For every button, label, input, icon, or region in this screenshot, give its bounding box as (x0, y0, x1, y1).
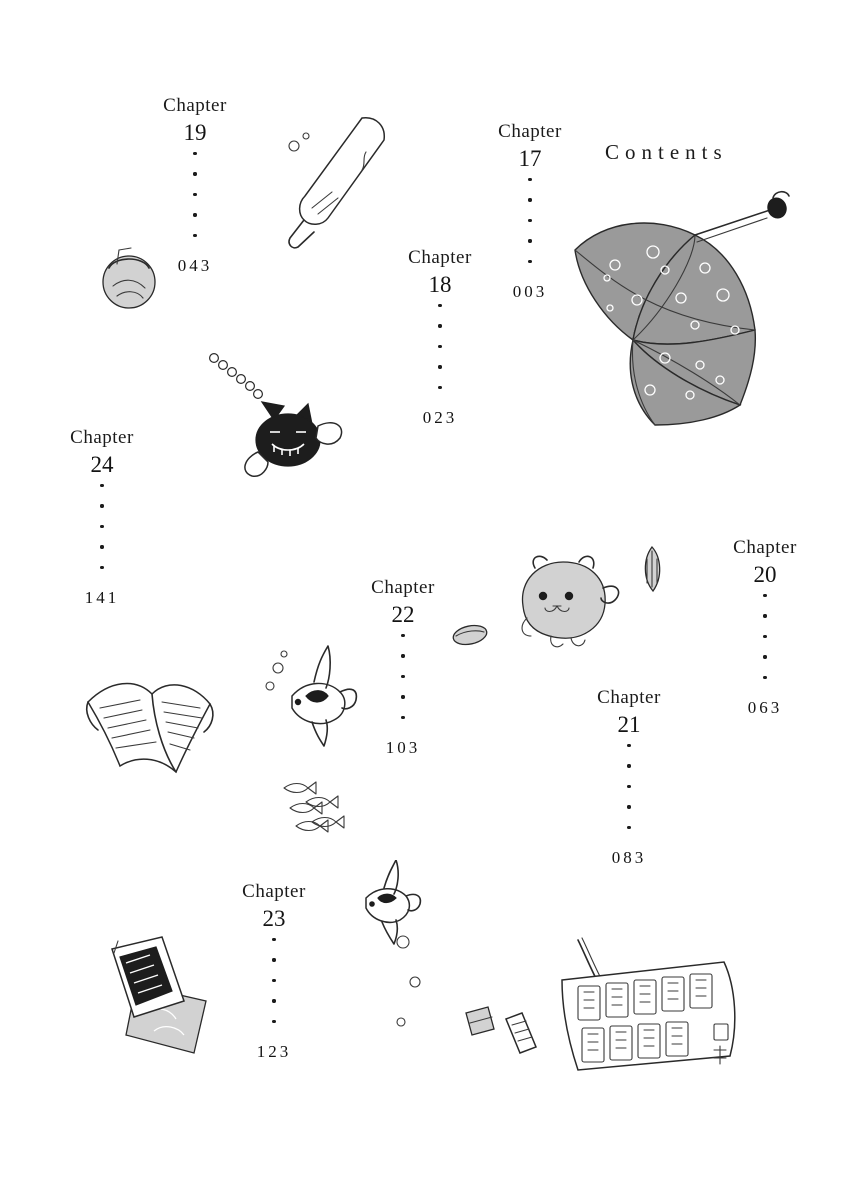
page-title: Contents (605, 140, 728, 164)
lipstick-and-tube-illustration (460, 995, 550, 1065)
toc-entry-chapter-21[interactable] (564, 688, 694, 868)
leader-dots (564, 744, 694, 846)
small-fish-school-illustration (282, 778, 368, 844)
page-number: 083 (611, 848, 647, 868)
chapter-label: Chapter (70, 427, 134, 448)
leader-dots (375, 304, 505, 406)
sunflower-seed-illustration (637, 545, 667, 595)
open-book-illustration (80, 668, 220, 788)
toc-entry-chapter-18[interactable] (375, 248, 505, 428)
toc-entry-chapter-22[interactable] (338, 578, 468, 758)
page-number: 023 (422, 408, 458, 428)
page-number: 063 (747, 698, 783, 718)
toc-entry-chapter-20[interactable] (700, 538, 830, 718)
bubbles-illustration (385, 930, 435, 1050)
chapter-label: Chapter (371, 577, 435, 598)
page-number: 043 (177, 256, 213, 276)
chapter-number: 24 (90, 451, 114, 477)
chapter-label: Chapter (733, 537, 797, 558)
page-number: 003 (512, 282, 548, 302)
page-number: 141 (84, 588, 120, 608)
winged-cat-charm-illustration (200, 348, 360, 498)
toc-entry-chapter-23[interactable] (209, 882, 339, 1062)
chapter-number: 17 (518, 145, 542, 171)
chapter-label: Chapter (408, 247, 472, 268)
leader-dots (700, 594, 830, 696)
popsicle-illustration (288, 110, 408, 260)
chapter-number: 21 (617, 711, 641, 737)
fortune-slips-illustration (548, 928, 748, 1088)
page-number: 103 (385, 738, 421, 758)
chapter-number: 23 (262, 905, 286, 931)
chapter-number: 18 (428, 271, 452, 297)
toc-entry-chapter-19[interactable] (130, 96, 260, 276)
toc-entry-chapter-24[interactable] (37, 428, 167, 608)
chapter-label: Chapter (242, 881, 306, 902)
leader-dots (338, 634, 468, 736)
hamster-illustration (505, 548, 630, 658)
chapter-label: Chapter (163, 95, 227, 116)
leader-dots (37, 484, 167, 586)
chapter-number: 19 (183, 119, 207, 145)
chapter-number: 20 (753, 561, 777, 587)
page-number: 123 (256, 1042, 292, 1062)
chapter-label: Chapter (597, 687, 661, 708)
leader-dots (130, 152, 260, 254)
chapter-number: 22 (391, 601, 415, 627)
chapter-label: Chapter (498, 121, 562, 142)
leader-dots (209, 938, 339, 1040)
